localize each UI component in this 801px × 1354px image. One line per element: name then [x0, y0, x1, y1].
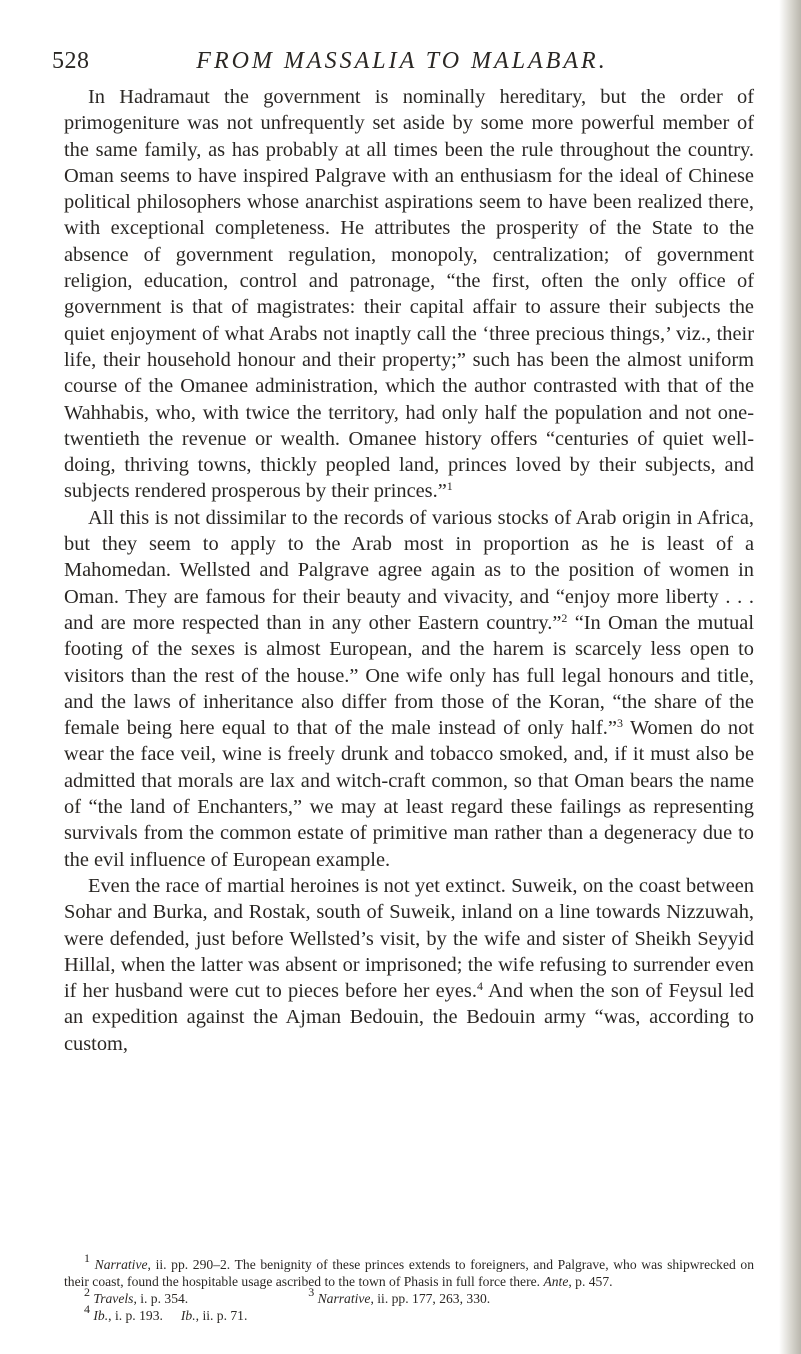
footnote-source: Travels — [93, 1291, 134, 1306]
paragraph-text: Even the race of martial heroines is not yet extinct. Suweik, on the coast between Sohar and Burka, and Rostak, south of Suweik, inland on a line towards Nizzuwah, were defended, just before Wellsted’s visit, by the wife and sister of Sheikh Seyyid Hillal, when the latter was absent or imprisoned; the wife refusing to surrender even if her husband were cut to pieces before her eyes. — [64, 874, 754, 1003]
footnote-4 — [64, 1302, 754, 1324]
footnote-pages: , ii. p. 71. — [195, 1308, 248, 1323]
paragraph-text: All this is not dissimilar to the records of various stocks of Arab origin in Africa, but they seem to apply to the Arab most in proportion as he is least of a Mahomedan. Wellsted and Palgrave agree again as to the position of women in Oman. They are famous for their beauty and vivacity, and “enjoy more liberty . . . and are more respected than in any other Eastern country.” — [64, 506, 754, 634]
footnote-pages: , p. 457. — [568, 1274, 613, 1289]
footnote-text: The benignity of these princes extends to foreigners, and Palgrave, who was shipwrecked on their coast, found the hospitable usage ascribed to the town of Phasis in full force there. — [64, 1257, 755, 1289]
footnote-source: Narrative — [317, 1291, 371, 1306]
footnote-ref: 2 — [561, 610, 568, 625]
footnote-pages: , ii. pp. 290–2. — [147, 1257, 231, 1272]
running-header — [52, 44, 752, 80]
page-number: 528 — [52, 48, 90, 74]
paragraph-martial-heroines — [64, 873, 754, 1057]
running-title: FROM MASSALIA TO MALABAR. — [196, 48, 608, 74]
paragraph-text: Women do not wear the face veil, wine is freely drunk and tobacco smoked, and, if it must also be admitted that morals are lax and witch-craft common, so that Oman bears the name of “the land of Enchanters,” we may at least regard these failings as representing survivals from the common estate of primitive man rather than a degeneracy due to the evil influence of European example. — [64, 717, 754, 871]
footnote-pages: , ii. pp. 177, 263, 330. — [370, 1291, 491, 1306]
footnote-1 — [64, 1251, 755, 1290]
footnote-mark: 4 — [84, 1302, 90, 1316]
footnote-source: Ib. — [93, 1308, 109, 1323]
page-edge-shadow — [779, 0, 801, 1354]
footnote-2-3 — [64, 1285, 754, 1307]
paragraph-text: In Hadramaut the government is nominally hereditary, but the order of primogeniture was not unfrequently set aside by some more powerful member of the same family, as has probably at all times been the rule throughout the country. Oman seems to have inspired Palgrave with an enthusiasm for the ideal of Chinese political philosophers whose anarchist aspirations seem to have been realized there, with exceptional completeness. He attributes the prosperity of the State to the absence of government regulation, monopoly, centralization; of government religion, education, control and patronage, “the first, often the only office of government is that of magistrates: their capital affair to assure their subjects the quiet enjoyment of what Arabs not inaptly call the ‘three precious things,’ viz., their life, their household honour and their property;” such has been the almost uniform course of the Omanee administration, which the author contrasted with that of the Wahhabis, who, with twice the territory, had only half the population and not one-twentieth the revenue or wealth. Omanee history offers “centuries of quiet well-doing, thriving towns, thickly peopled land, princes loved by their subjects, and subjects rendered prosperous by their princes.” — [64, 86, 754, 503]
footnote-pages: , i. p. 354. — [133, 1291, 189, 1306]
footnote-mark: 1 — [84, 1251, 90, 1265]
footnote-ref: 4 — [476, 979, 483, 994]
footnote-source: Narrative — [94, 1257, 148, 1272]
footnote-ref: 3 — [616, 716, 623, 731]
paragraph-position-of-women — [64, 505, 754, 873]
footnote-source: Ib. — [180, 1308, 196, 1323]
footnotes — [64, 1251, 755, 1324]
footnote-pages: , i. p. 193. — [108, 1308, 163, 1323]
paragraph-text: And when the son of Feysul led an expedition against the Ajman Bedouin, the Bedouin army “was, according to custom, — [64, 980, 754, 1055]
footnote-mark: 2 — [84, 1285, 90, 1299]
paragraph-hadramaut — [64, 84, 754, 505]
paragraph-text: “In Oman the mutual footing of the sexes is almost European, and the harem is scarcely less open to visitors than the rest of the house.” One wife only has full legal honours and title, and the laws of inheritance also differ from those of the Koran, “the share of the female being here equal to that of the male instead of only half.” — [64, 611, 754, 740]
footnote-source: Ante — [543, 1274, 569, 1289]
footnote-mark: 3 — [308, 1285, 315, 1299]
footnote-ref: 1 — [446, 479, 453, 494]
body-text — [64, 84, 754, 1057]
